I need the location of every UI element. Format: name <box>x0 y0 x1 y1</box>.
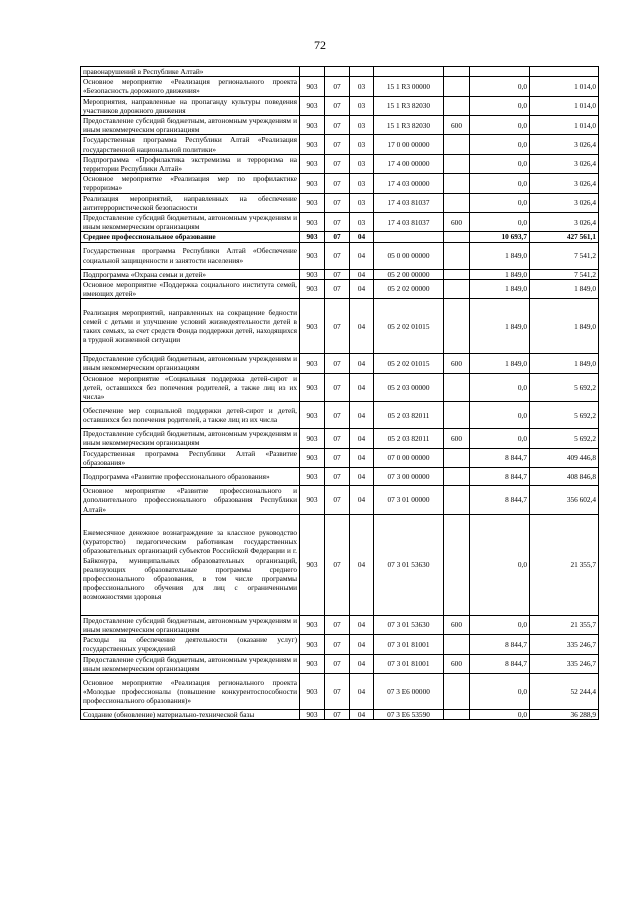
cell-admin-code: 903 <box>300 96 325 115</box>
cell-subsection: 04 <box>350 373 374 402</box>
cell-amount-1: 0,0 <box>470 615 530 634</box>
cell-amount-1: 0,0 <box>470 96 530 115</box>
cell-subsection: 03 <box>350 116 374 135</box>
cell-target-article: 07 3 E6 53590 <box>374 709 444 719</box>
cell-section: 07 <box>325 242 350 269</box>
cell-amount-2: 1 849,0 <box>530 279 599 298</box>
cell-subsection: 04 <box>350 299 374 354</box>
cell-admin-code: 903 <box>300 635 325 654</box>
table-row <box>81 635 599 654</box>
cell-amount-1 <box>470 67 530 77</box>
cell-section: 07 <box>325 429 350 448</box>
cell-subsection: 04 <box>350 269 374 279</box>
cell-name: Предоставление субсидий бюджетным, автономным учреждениям и иным некоммерческим организациям <box>81 615 300 634</box>
table-row <box>81 354 599 373</box>
cell-admin-code: 903 <box>300 154 325 173</box>
table-row <box>81 174 599 193</box>
cell-name: Предоставление субсидий бюджетным, автономным учреждениям и иным некоммерческим организациям <box>81 354 300 373</box>
cell-section <box>325 67 350 77</box>
cell-section: 07 <box>325 514 350 615</box>
cell-section: 07 <box>325 654 350 673</box>
cell-amount-2: 1 014,0 <box>530 77 599 96</box>
cell-expense-type <box>444 673 470 709</box>
table-row <box>81 269 599 279</box>
cell-amount-2: 21 355,7 <box>530 615 599 634</box>
cell-expense-type <box>444 299 470 354</box>
table-row <box>81 448 599 467</box>
cell-expense-type <box>444 486 470 515</box>
cell-target-article <box>374 67 444 77</box>
cell-expense-type: 600 <box>444 213 470 232</box>
cell-subsection: 03 <box>350 77 374 96</box>
cell-subsection: 04 <box>350 429 374 448</box>
table-row <box>81 486 599 515</box>
cell-expense-type <box>444 514 470 615</box>
cell-admin-code: 903 <box>300 279 325 298</box>
cell-target-article: 05 2 03 82011 <box>374 402 444 429</box>
cell-amount-2: 3 026,4 <box>530 213 599 232</box>
cell-admin-code: 903 <box>300 448 325 467</box>
cell-name: Обеспечение мер социальной поддержки детей-сирот и детей, оставшихся без попечения родителей, а также лиц из их числа <box>81 402 300 429</box>
cell-expense-type <box>444 402 470 429</box>
cell-expense-type <box>444 232 470 242</box>
cell-name: Реализация мероприятий, направленных на сокращение бедности семей с детьми и улучшение условий жизнедеятельности детей в таких семьях, за счет средств Фонда поддержки детей, находящихся в трудной жизненной ситуации <box>81 299 300 354</box>
cell-subsection: 04 <box>350 635 374 654</box>
cell-subsection: 03 <box>350 96 374 115</box>
table-row <box>81 514 599 615</box>
cell-amount-2: 356 602,4 <box>530 486 599 515</box>
cell-amount-1: 0,0 <box>470 429 530 448</box>
cell-admin-code: 903 <box>300 486 325 515</box>
cell-subsection: 03 <box>350 154 374 173</box>
cell-name: Основное мероприятие «Реализация регионального проекта «Молодые профессионалы (повышение конкурентоспособности профессионального образования)» <box>81 673 300 709</box>
cell-section: 07 <box>325 615 350 634</box>
cell-subsection: 03 <box>350 174 374 193</box>
cell-amount-1: 1 849,0 <box>470 279 530 298</box>
cell-admin-code: 903 <box>300 373 325 402</box>
cell-amount-1: 8 844,7 <box>470 468 530 486</box>
table-body <box>81 67 599 720</box>
cell-section: 07 <box>325 116 350 135</box>
cell-target-article: 17 4 03 00000 <box>374 174 444 193</box>
cell-amount-2: 3 026,4 <box>530 174 599 193</box>
cell-target-article: 15 1 R3 00000 <box>374 77 444 96</box>
cell-expense-type <box>444 193 470 212</box>
cell-admin-code: 903 <box>300 232 325 242</box>
cell-amount-2: 3 026,4 <box>530 193 599 212</box>
page-number: 72 <box>314 38 326 52</box>
cell-admin-code: 903 <box>300 615 325 634</box>
table-row <box>81 193 599 212</box>
cell-amount-1: 0,0 <box>470 709 530 719</box>
cell-section: 07 <box>325 709 350 719</box>
cell-amount-2 <box>530 67 599 77</box>
cell-target-article <box>374 232 444 242</box>
cell-name: Предоставление субсидий бюджетным, автономным учреждениям и иным некоммерческим организациям <box>81 654 300 673</box>
cell-target-article: 17 4 03 81037 <box>374 213 444 232</box>
table-row <box>81 279 599 298</box>
cell-amount-1: 10 693,7 <box>470 232 530 242</box>
cell-name: Государственная программа Республики Алтай «Реализация государственной национальной политики» <box>81 135 300 154</box>
cell-admin-code: 903 <box>300 77 325 96</box>
cell-name: Мероприятия, направленные на пропаганду культуры поведения участников дорожного движения <box>81 96 300 115</box>
cell-expense-type <box>444 154 470 173</box>
cell-section: 07 <box>325 373 350 402</box>
cell-section: 07 <box>325 96 350 115</box>
cell-expense-type: 600 <box>444 354 470 373</box>
cell-name: Подпрограмма «Охрана семьи и детей» <box>81 269 300 279</box>
cell-name: Основное мероприятие «Реализация мер по профилактике терроризма» <box>81 174 300 193</box>
table-row <box>81 373 599 402</box>
cell-admin-code <box>300 67 325 77</box>
cell-name: Реализация мероприятий, направленных на обеспечение антитеррористической безопасности <box>81 193 300 212</box>
cell-amount-1: 0,0 <box>470 174 530 193</box>
cell-admin-code: 903 <box>300 654 325 673</box>
cell-amount-2: 21 355,7 <box>530 514 599 615</box>
cell-subsection: 04 <box>350 673 374 709</box>
cell-name: Основное мероприятие «Реализация регионального проекта «Безопасность дорожного движения» <box>81 77 300 96</box>
cell-admin-code: 903 <box>300 354 325 373</box>
cell-expense-type <box>444 269 470 279</box>
cell-subsection: 04 <box>350 709 374 719</box>
cell-expense-type <box>444 67 470 77</box>
cell-expense-type: 600 <box>444 429 470 448</box>
cell-amount-2: 1 849,0 <box>530 299 599 354</box>
cell-target-article: 05 2 00 00000 <box>374 269 444 279</box>
cell-section: 07 <box>325 673 350 709</box>
cell-amount-2: 1 014,0 <box>530 116 599 135</box>
cell-expense-type <box>444 242 470 269</box>
cell-name: Подпрограмма «Развитие профессионального образования» <box>81 468 300 486</box>
table-row <box>81 77 599 96</box>
cell-amount-2: 408 846,8 <box>530 468 599 486</box>
table-row <box>81 673 599 709</box>
cell-subsection: 04 <box>350 486 374 515</box>
cell-amount-2: 36 288,9 <box>530 709 599 719</box>
cell-expense-type <box>444 373 470 402</box>
cell-name: Основное мероприятие «Поддержка социального института семей, имеющих детей» <box>81 279 300 298</box>
cell-target-article: 07 3 01 81001 <box>374 654 444 673</box>
cell-admin-code: 903 <box>300 135 325 154</box>
cell-admin-code: 903 <box>300 468 325 486</box>
table-row <box>81 96 599 115</box>
cell-admin-code: 903 <box>300 242 325 269</box>
table-row <box>81 116 599 135</box>
cell-amount-1: 0,0 <box>470 193 530 212</box>
cell-section: 07 <box>325 213 350 232</box>
table-row <box>81 654 599 673</box>
cell-amount-1: 1 849,0 <box>470 242 530 269</box>
cell-amount-1: 8 844,7 <box>470 635 530 654</box>
cell-admin-code: 903 <box>300 299 325 354</box>
cell-name: Основное мероприятие «Социальная поддержка детей-сирот и детей, оставшихся без попечения родителей, а также лиц из их числа» <box>81 373 300 402</box>
cell-amount-1: 0,0 <box>470 402 530 429</box>
cell-target-article: 15 1 R3 82030 <box>374 96 444 115</box>
cell-subsection <box>350 67 374 77</box>
cell-amount-2: 409 446,8 <box>530 448 599 467</box>
cell-amount-1: 8 844,7 <box>470 486 530 515</box>
cell-amount-1: 1 849,0 <box>470 269 530 279</box>
cell-target-article: 07 3 E6 00000 <box>374 673 444 709</box>
table-row <box>81 615 599 634</box>
cell-expense-type <box>444 174 470 193</box>
cell-section: 07 <box>325 174 350 193</box>
cell-admin-code: 903 <box>300 402 325 429</box>
cell-expense-type <box>444 135 470 154</box>
cell-admin-code: 903 <box>300 116 325 135</box>
cell-target-article: 07 0 00 00000 <box>374 448 444 467</box>
cell-target-article: 05 0 00 00000 <box>374 242 444 269</box>
cell-name: Создание (обновление) материально-технической базы <box>81 709 300 719</box>
cell-section: 07 <box>325 468 350 486</box>
cell-target-article: 05 2 02 01015 <box>374 299 444 354</box>
cell-amount-1: 0,0 <box>470 514 530 615</box>
cell-name: Государственная программа Республики Алтай «Обеспечение социальной защищенности и занятости населения» <box>81 242 300 269</box>
table-row <box>81 67 599 77</box>
cell-section: 07 <box>325 354 350 373</box>
cell-target-article: 17 0 00 00000 <box>374 135 444 154</box>
cell-amount-2: 52 244,4 <box>530 673 599 709</box>
cell-name: Предоставление субсидий бюджетным, автономным учреждениям и иным некоммерческим организациям <box>81 429 300 448</box>
cell-subsection: 04 <box>350 448 374 467</box>
cell-subsection: 04 <box>350 242 374 269</box>
cell-section: 07 <box>325 269 350 279</box>
table-row <box>81 429 599 448</box>
cell-section: 07 <box>325 486 350 515</box>
table-row <box>81 213 599 232</box>
cell-admin-code: 903 <box>300 269 325 279</box>
cell-amount-1: 0,0 <box>470 154 530 173</box>
cell-amount-1: 0,0 <box>470 213 530 232</box>
cell-section: 07 <box>325 299 350 354</box>
cell-expense-type: 600 <box>444 116 470 135</box>
budget-table <box>80 66 599 720</box>
cell-admin-code: 903 <box>300 709 325 719</box>
cell-amount-2: 3 026,4 <box>530 135 599 154</box>
cell-name: Расходы на обеспечение деятельности (оказание услуг) государственных учреждений <box>81 635 300 654</box>
cell-amount-2: 1 849,0 <box>530 354 599 373</box>
cell-amount-1: 8 844,7 <box>470 448 530 467</box>
cell-name: Среднее профессиональное образование <box>81 232 300 242</box>
cell-amount-2: 5 692,2 <box>530 402 599 429</box>
cell-section: 07 <box>325 635 350 654</box>
cell-amount-1: 8 844,7 <box>470 654 530 673</box>
table-row <box>81 468 599 486</box>
cell-amount-2: 5 692,2 <box>530 429 599 448</box>
cell-target-article: 15 1 R3 82030 <box>374 116 444 135</box>
table-row <box>81 135 599 154</box>
cell-name: правонарушений в Республике Алтай» <box>81 67 300 77</box>
table-row <box>81 154 599 173</box>
cell-amount-2: 7 541,2 <box>530 269 599 279</box>
cell-section: 07 <box>325 402 350 429</box>
cell-target-article: 05 2 02 01015 <box>374 354 444 373</box>
cell-subsection: 04 <box>350 468 374 486</box>
cell-amount-2: 3 026,4 <box>530 154 599 173</box>
cell-subsection: 04 <box>350 232 374 242</box>
cell-name: Основное мероприятие «Развитие профессионального и дополнительного профессионального образования Республики Алтай» <box>81 486 300 515</box>
cell-expense-type <box>444 635 470 654</box>
cell-subsection: 04 <box>350 654 374 673</box>
cell-name: Предоставление субсидий бюджетным, автономным учреждениям и иным некоммерческим организациям <box>81 213 300 232</box>
cell-subsection: 04 <box>350 615 374 634</box>
table-row <box>81 402 599 429</box>
cell-amount-1: 0,0 <box>470 673 530 709</box>
table-row <box>81 299 599 354</box>
cell-target-article: 05 2 02 00000 <box>374 279 444 298</box>
cell-target-article: 07 3 00 00000 <box>374 468 444 486</box>
cell-target-article: 07 3 01 00000 <box>374 486 444 515</box>
cell-amount-2: 5 692,2 <box>530 373 599 402</box>
cell-admin-code: 903 <box>300 174 325 193</box>
cell-target-article: 17 4 00 00000 <box>374 154 444 173</box>
cell-name: Ежемесячное денежное вознаграждение за классное руководство (кураторство) педагогическим работникам государственных образовательных организаций субъектов Российской Федерации и г. Байконура, муниципальных образовательных организаций, реализующих образовательные программы среднего профессионального образования, в том числе программы профессионального обучения для лиц с ограниченными возможностями здоровья <box>81 514 300 615</box>
cell-target-article: 05 2 03 00000 <box>374 373 444 402</box>
cell-section: 07 <box>325 448 350 467</box>
cell-subsection: 03 <box>350 193 374 212</box>
cell-expense-type <box>444 77 470 96</box>
cell-amount-1: 0,0 <box>470 135 530 154</box>
cell-admin-code: 903 <box>300 429 325 448</box>
cell-amount-2: 1 014,0 <box>530 96 599 115</box>
cell-expense-type <box>444 448 470 467</box>
table-row <box>81 242 599 269</box>
cell-amount-1: 0,0 <box>470 373 530 402</box>
cell-admin-code: 903 <box>300 213 325 232</box>
cell-section: 07 <box>325 193 350 212</box>
table-row <box>81 232 599 242</box>
cell-section: 07 <box>325 77 350 96</box>
cell-expense-type: 600 <box>444 654 470 673</box>
cell-name: Государственная программа Республики Алтай «Развитие образования» <box>81 448 300 467</box>
cell-name: Подпрограмма «Профилактика экстремизма и терроризма на территории Республики Алтай» <box>81 154 300 173</box>
cell-amount-1: 0,0 <box>470 116 530 135</box>
cell-subsection: 04 <box>350 279 374 298</box>
cell-amount-1: 1 849,0 <box>470 299 530 354</box>
cell-target-article: 07 3 01 81001 <box>374 635 444 654</box>
cell-subsection: 03 <box>350 135 374 154</box>
cell-admin-code: 903 <box>300 514 325 615</box>
cell-expense-type: 600 <box>444 615 470 634</box>
cell-expense-type <box>444 709 470 719</box>
cell-section: 07 <box>325 279 350 298</box>
cell-amount-1: 1 849,0 <box>470 354 530 373</box>
cell-amount-2: 7 541,2 <box>530 242 599 269</box>
cell-target-article: 17 4 03 81037 <box>374 193 444 212</box>
cell-expense-type <box>444 96 470 115</box>
cell-expense-type <box>444 279 470 298</box>
cell-admin-code: 903 <box>300 673 325 709</box>
cell-subsection: 03 <box>350 213 374 232</box>
cell-amount-2: 335 246,7 <box>530 654 599 673</box>
cell-subsection: 04 <box>350 402 374 429</box>
cell-target-article: 07 3 01 53630 <box>374 514 444 615</box>
cell-subsection: 04 <box>350 514 374 615</box>
cell-amount-2: 427 561,1 <box>530 232 599 242</box>
cell-section: 07 <box>325 232 350 242</box>
cell-target-article: 05 2 03 82011 <box>374 429 444 448</box>
cell-amount-1: 0,0 <box>470 77 530 96</box>
cell-expense-type <box>444 468 470 486</box>
cell-name: Предоставление субсидий бюджетным, автономным учреждениям и иным некоммерческим организациям <box>81 116 300 135</box>
cell-target-article: 07 3 01 53630 <box>374 615 444 634</box>
cell-subsection: 04 <box>350 354 374 373</box>
cell-admin-code: 903 <box>300 193 325 212</box>
table-row <box>81 709 599 719</box>
cell-section: 07 <box>325 154 350 173</box>
cell-amount-2: 335 246,7 <box>530 635 599 654</box>
cell-section: 07 <box>325 135 350 154</box>
